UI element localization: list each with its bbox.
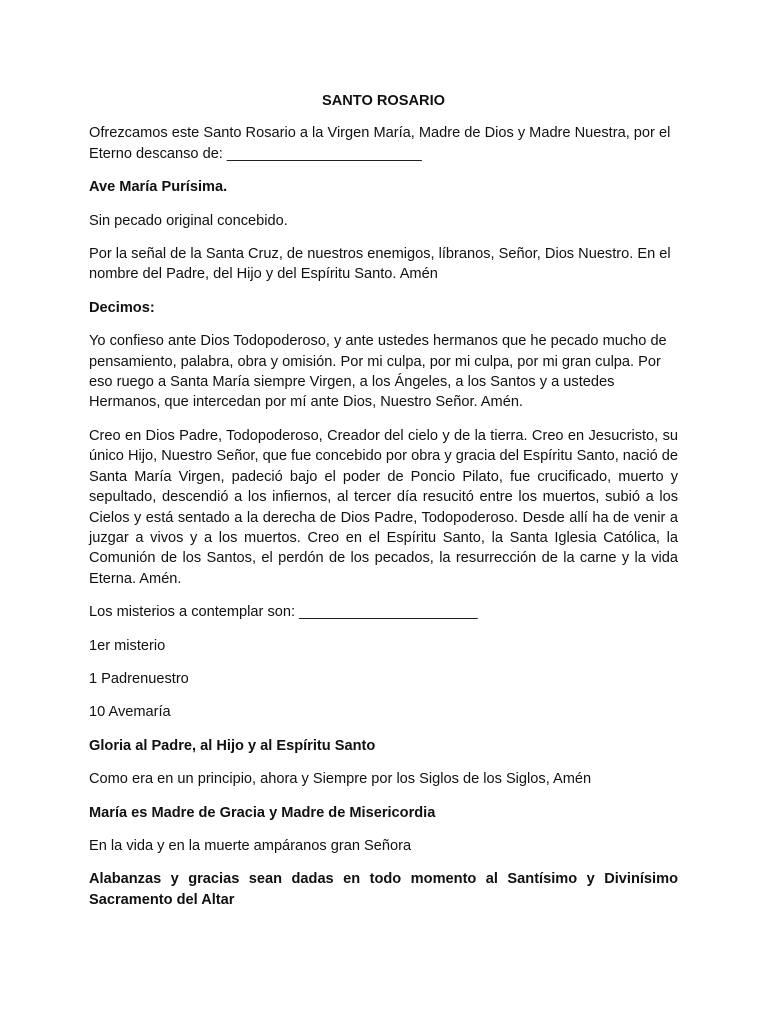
padrenuestro-line: 1 Padrenuestro: [89, 670, 189, 687]
intro-text: Ofrezcamos este Santo Rosario a la Virgen María, Madre de Dios y Madre Nuestra, por el Eterno descanso de:: [89, 125, 671, 162]
ave-maria-heading: Ave María Purísima.: [89, 179, 228, 196]
document-title: SANTO ROSARIO: [322, 93, 445, 109]
intro-paragraph: [89, 123, 678, 164]
primer-misterio-line: 1er misterio: [89, 637, 166, 654]
confieso-paragraph: Yo confieso ante Dios Todopoderoso, y ante ustedes hermanos que he pecado mucho de pensamiento, palabra, obra y omisión. Por mi culpa, por mi culpa, por mi gran culpa. Por eso ruego a Santa María siempre Virgen, a los Ángeles, a los Santos y a ustedes Hermanos, que intercedan por mí ante Dios, Nuestro Señor. Amén.: [89, 333, 667, 411]
misterios-text: Los misterios a contemplar son:: [89, 604, 300, 621]
gloria-heading: Gloria al Padre, al Hijo y al Espíritu Santo: [89, 737, 376, 754]
como-era-response: Como era en un principio, ahora y Siempre por los Siglos de los Siglos, Amén: [89, 771, 592, 788]
misterios-blank-line: ______________________: [299, 604, 478, 621]
document-page: [89, 91, 678, 923]
decimos-heading: Decimos:: [89, 299, 155, 316]
alabanzas-heading: Alabanzas y gracias sean dadas en todo momento al Santísimo y Divinísimo Sacramento del Altar: [89, 871, 678, 908]
intro-blank-line: ________________________: [226, 145, 422, 162]
misterios-paragraph: [89, 602, 678, 622]
sin-pecado-response: Sin pecado original concebido.: [89, 212, 288, 229]
credo-paragraph: Creo en Dios Padre, Todopoderoso, Creador del cielo y de la tierra. Creo en Jesucristo, su único Hijo, Nuestro Señor, que fue concebido por obra y gracia del Espíritu Santo, nació de Santa María Virgen, padeció bajo el poder de Poncio Pilato, fue crucificado, muerto y sepultado, descendió a los infiernos, al tercer día resucitó entre los muertos, subió a los Cielos y está sentado a la derecha de Dios Padre, Todopoderoso. Desde allí ha de venir a juzgar a vivos y a los muertos. Creo en el Espíritu Santo, la Santa Iglesia Católica, la Comunión de los Santos, el perdón de los pecados, la resurrección de la carne y la vida Eterna. Amén.: [89, 427, 678, 587]
maria-madre-heading: María es Madre de Gracia y Madre de Misericordia: [89, 804, 436, 821]
avemaria-line: 10 Avemaría: [89, 704, 171, 721]
senal-paragraph: Por la señal de la Santa Cruz, de nuestros enemigos, líbranos, Señor, Dios Nuestro. En el nombre del Padre, del Hijo y del Espíritu Santo. Amén: [89, 246, 671, 283]
en-la-vida-response: En la vida y en la muerte ampáranos gran Señora: [89, 837, 412, 854]
